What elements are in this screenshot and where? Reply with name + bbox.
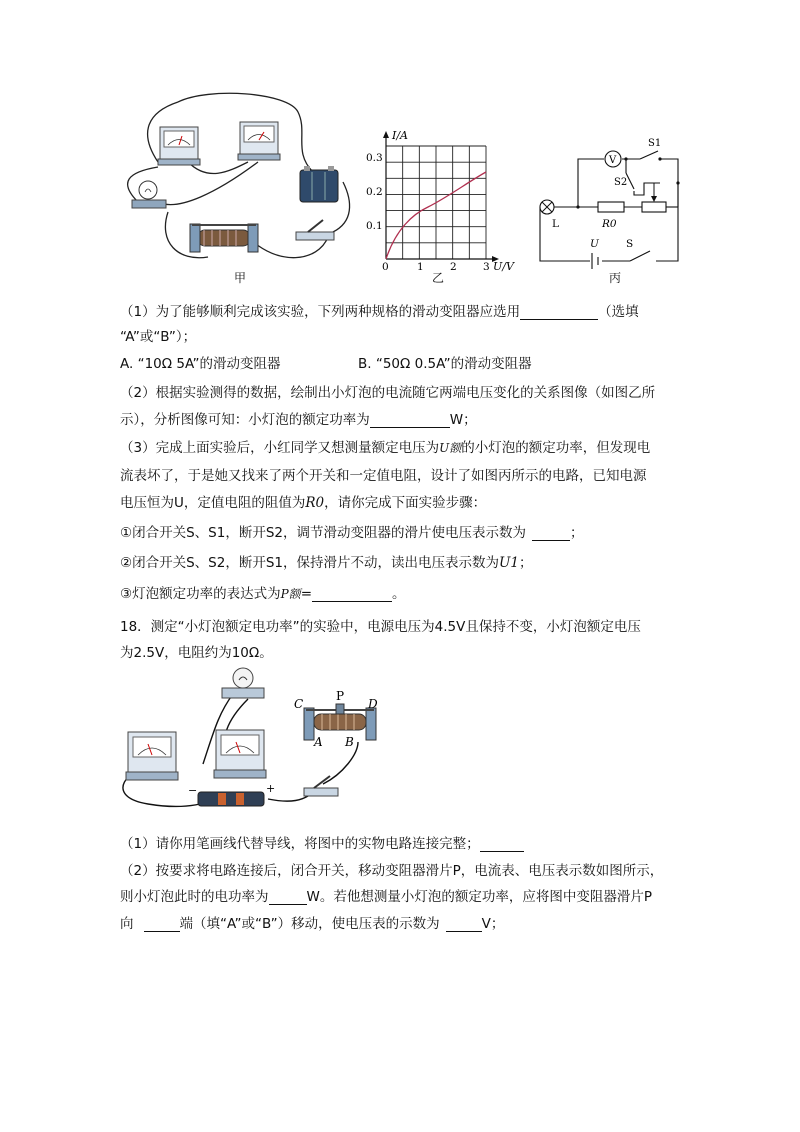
answer-blank[interactable] bbox=[532, 540, 570, 541]
rheostat-c-label: C bbox=[294, 697, 304, 711]
q17-option-a: A. “10Ω 5A”的滑动变阻器 bbox=[120, 356, 281, 372]
q17-part3-line3-tail: ，请你完成下面实验步骤： bbox=[324, 495, 487, 511]
q17-part3-text-b: 的小灯泡的额定功率，但发现电 bbox=[461, 440, 651, 456]
q17-part2-unit: W； bbox=[449, 412, 477, 428]
q17-step2-text: ②闭合开关S、S2，断开S1，保持滑片不动，读出电压表示数为 bbox=[120, 555, 499, 571]
q18-part2-text: 则小灯泡此时的电功率为 bbox=[120, 889, 269, 905]
battery-minus-label: − bbox=[188, 784, 198, 797]
q17-option-b: B. “50Ω 0.5A”的滑动变阻器 bbox=[358, 356, 532, 372]
s-label: S bbox=[626, 238, 634, 250]
q17-part1-tail: （选填 bbox=[598, 304, 639, 320]
switch-icon bbox=[296, 220, 334, 240]
q17-part2-line2 bbox=[120, 408, 477, 428]
rheostat-b-label: B bbox=[345, 735, 354, 749]
voltmeter-icon bbox=[214, 730, 266, 778]
answer-blank[interactable] bbox=[520, 319, 598, 320]
q18-stem-line2: 为2.5V，电阻约为10Ω。 bbox=[120, 645, 273, 661]
q18-part2-unit: V； bbox=[481, 916, 505, 932]
r0-label: R0 bbox=[602, 218, 617, 230]
q18-part2-toward: 向 bbox=[120, 916, 134, 932]
answer-blank[interactable] bbox=[446, 931, 482, 932]
y-axis-arrow-icon bbox=[383, 131, 389, 138]
q17-step3-period: 。 bbox=[392, 586, 406, 602]
voltmeter-icon bbox=[238, 122, 280, 160]
rheostat-a-label: A bbox=[314, 735, 323, 749]
battery-icon bbox=[300, 166, 338, 202]
q17-part1-line2: “A”或“B”）； bbox=[120, 329, 197, 345]
q18-part1-text: （1）请你用笔画线代替导线，将图中的实物电路连接完整； bbox=[120, 836, 480, 852]
q17-step2-tail: ； bbox=[518, 555, 533, 571]
answer-blank[interactable] bbox=[144, 931, 180, 932]
y-tick-label: 0.3 bbox=[366, 152, 383, 164]
q17-step1-tail: ； bbox=[570, 525, 584, 541]
q17-step2 bbox=[120, 551, 532, 571]
ammeter-icon bbox=[126, 732, 178, 780]
q17-step3 bbox=[120, 582, 406, 602]
q18-part2-line1: （2）按要求将电路连接后，闭合开关，移动变阻器滑片P，电流表、电压表示数如图所示， bbox=[120, 863, 664, 879]
q17-step1 bbox=[120, 521, 584, 541]
q18-part2-line3 bbox=[120, 912, 504, 932]
voltmeter-v-label: V bbox=[609, 155, 617, 166]
q17-step3-text: ③灯泡额定功率的表达式为 bbox=[120, 586, 281, 602]
q17-part2-text: 示），分析图像可知：小灯泡的额定功率为 bbox=[120, 412, 370, 428]
q18-stem-line1: 18．测定“小灯泡额定电功率”的实验中，电源电压为4.5V且保持不变，小灯泡额定电压 bbox=[120, 619, 641, 635]
bulb-icon bbox=[132, 181, 166, 208]
rheostat-slider-arrow-icon bbox=[651, 196, 657, 202]
rheostat-icon bbox=[190, 224, 258, 252]
answer-blank[interactable] bbox=[480, 851, 524, 852]
q17-part3-line3-text: 电压恒为U，定值电阻的阻值为 bbox=[120, 495, 306, 511]
q17-step3-equals: = bbox=[300, 586, 312, 602]
ammeter-icon bbox=[158, 127, 200, 165]
q17-part3-line2: 流表坏了，于是她又找来了两个开关和一定值电阻，设计了如图丙所示的电路，已知电源 bbox=[120, 468, 647, 484]
s1-label: S1 bbox=[648, 138, 662, 149]
u-label: U bbox=[590, 238, 599, 250]
figure-jia bbox=[118, 92, 358, 272]
bulb-icon bbox=[222, 668, 264, 698]
x-tick-label: 3 bbox=[483, 261, 490, 273]
rheostat-p-label: P bbox=[336, 689, 345, 703]
s2-label: S2 bbox=[614, 177, 628, 188]
p-rated-symbol: P额 bbox=[280, 587, 301, 601]
q17-part1-text: （1）为了能够顺利完成该实验，下列两种规格的滑动变阻器应选用 bbox=[120, 304, 521, 320]
q17-step1-text: ①闭合开关S、S1，断开S2，调节滑动变阻器的滑片使电压表示数为 bbox=[120, 525, 526, 541]
caption-yi: 乙 bbox=[432, 271, 445, 285]
answer-blank[interactable] bbox=[312, 601, 392, 602]
q17-part3-text: （3）完成上面实验后，小红同学又想测量额定电压为 bbox=[120, 440, 440, 456]
caption-bing: 丙 bbox=[609, 271, 622, 285]
y-tick-label: 0.1 bbox=[366, 220, 383, 232]
caption-jia: 甲 bbox=[234, 271, 247, 285]
battery-pack-icon bbox=[198, 792, 264, 806]
u1-symbol: U1 bbox=[499, 555, 519, 571]
x-tick-label: 1 bbox=[417, 261, 424, 273]
q18-part1 bbox=[120, 832, 524, 852]
answer-blank[interactable] bbox=[370, 427, 450, 428]
answer-blank[interactable] bbox=[269, 904, 307, 905]
switch-icon bbox=[304, 776, 338, 796]
battery-plus-label: + bbox=[266, 782, 276, 795]
q17-part3-line3 bbox=[120, 491, 486, 511]
r0-symbol: R0 bbox=[305, 495, 325, 511]
r0-resistor-symbol bbox=[598, 202, 624, 212]
u-rated-symbol: U额 bbox=[439, 441, 462, 455]
lamp-l-label: L bbox=[552, 218, 559, 230]
q17-part3-line1 bbox=[120, 436, 650, 456]
origin-label: 0 bbox=[382, 261, 389, 273]
figure-yi-graph bbox=[368, 128, 518, 273]
x-axis-label: U/V bbox=[493, 260, 514, 273]
rheostat-symbol bbox=[642, 202, 666, 212]
figure-bing-circuit bbox=[530, 133, 690, 273]
q17-part1-line bbox=[120, 300, 639, 320]
rheostat-d-label: D bbox=[368, 697, 378, 711]
q18-part2-text-c: 端（填“A”或“B”）移动，使电压表的示数为 bbox=[179, 916, 440, 932]
q18-part2-text-b: W。若他想测量小灯泡的额定功率，应将图中变阻器滑片P bbox=[306, 889, 652, 905]
figure-q18-circuit bbox=[118, 664, 398, 824]
y-axis-label: I/A bbox=[392, 129, 408, 142]
q17-part2-line1: （2）根据实验测得的数据，绘制出小灯泡的电流随它两端电压变化的关系图像（如图乙所 bbox=[120, 385, 656, 401]
x-tick-label: 2 bbox=[450, 261, 457, 273]
q18-part2-line2 bbox=[120, 885, 652, 905]
y-tick-label: 0.2 bbox=[366, 186, 383, 198]
